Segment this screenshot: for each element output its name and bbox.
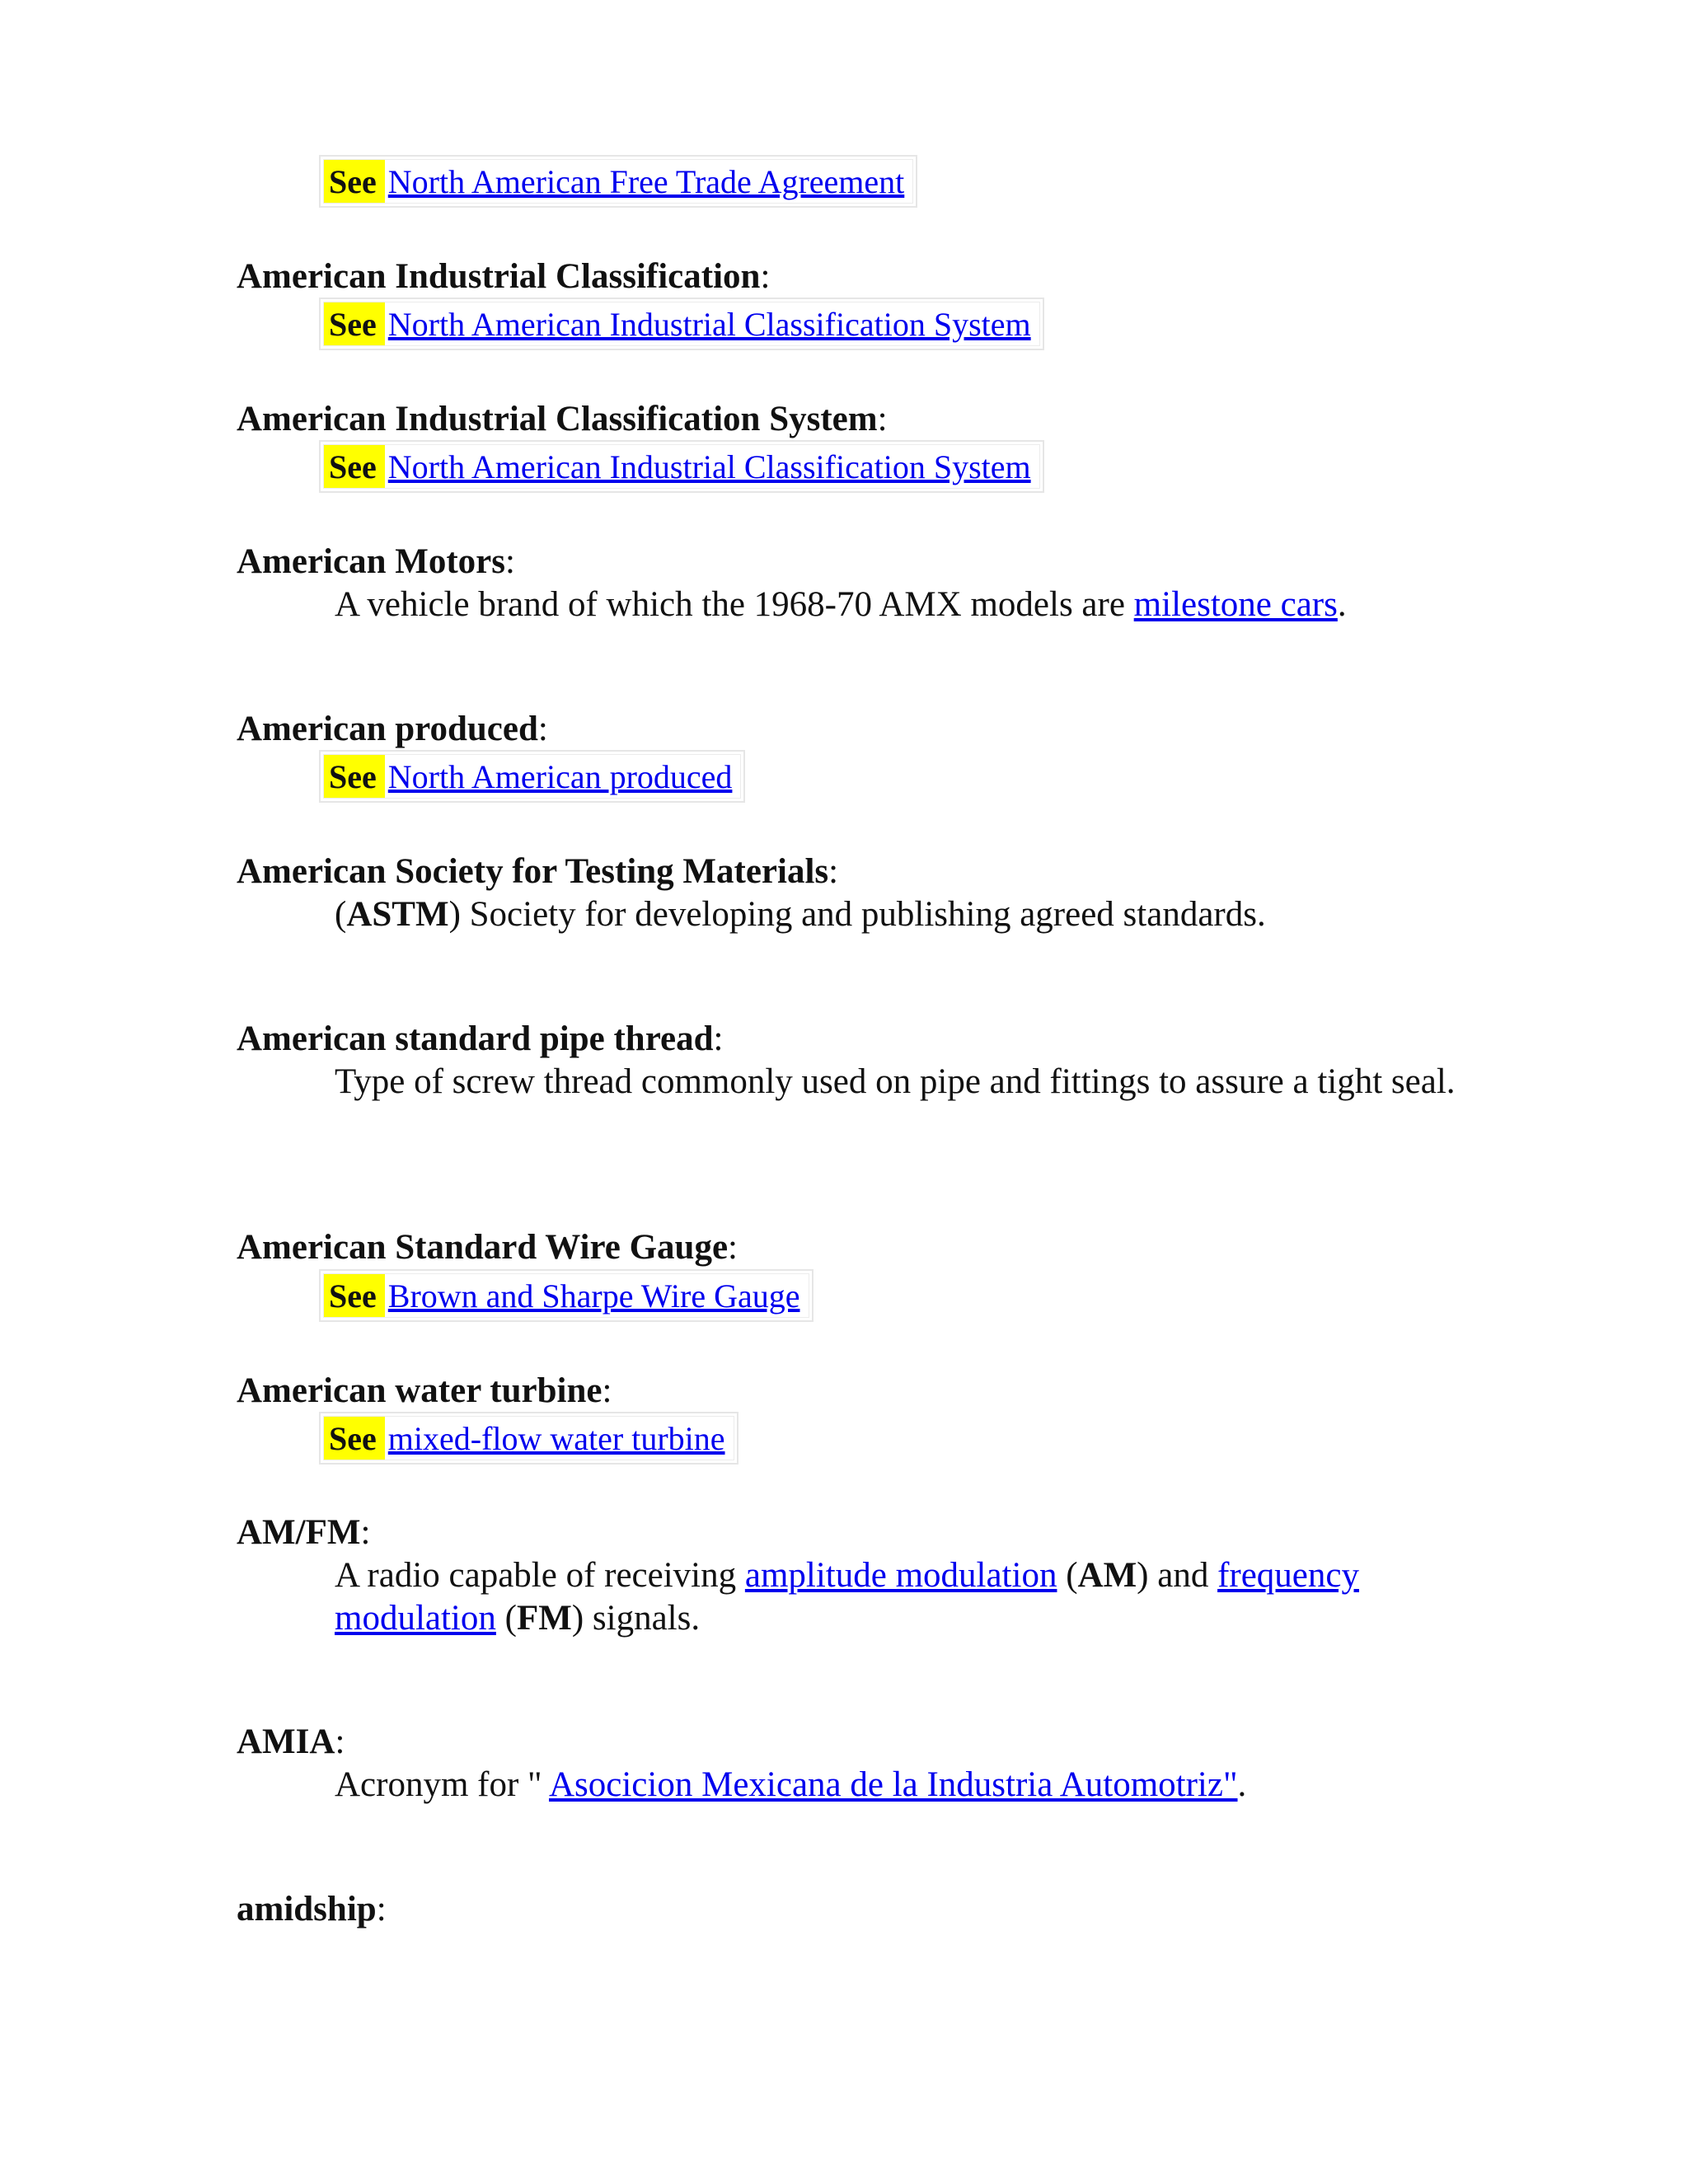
definition — [335, 1554, 1472, 1640]
definition-end: . — [1237, 1765, 1247, 1804]
definition — [335, 583, 1472, 626]
definition-text: A radio capable of receiving — [335, 1556, 745, 1595]
abbreviation: ASTM — [346, 895, 449, 934]
definition — [335, 893, 1472, 936]
term-text: American Standard Wire Gauge — [237, 1228, 729, 1267]
amplitude-modulation-link[interactable]: amplitude modulation — [744, 1556, 1057, 1595]
term-text: American produced — [237, 710, 538, 748]
see-label: See — [324, 1417, 385, 1460]
abbreviation: FM — [516, 1599, 572, 1638]
glossary-term: American standard pipe thread: — [237, 1019, 724, 1058]
glossary-term: American Motors: — [237, 542, 515, 581]
paren-open: ( — [495, 1599, 517, 1638]
glossary-term: AM/FM: — [237, 1513, 371, 1552]
paren-open: ( — [1057, 1556, 1078, 1595]
glossary-term: American produced: — [237, 710, 548, 748]
brown-sharpe-link[interactable]: Brown and Sharpe Wire Gauge — [387, 1277, 800, 1315]
see-label: See — [324, 302, 385, 345]
nafta-link[interactable]: North American Free Trade Agreement — [387, 162, 905, 200]
see-label: See — [324, 160, 385, 203]
amia-link[interactable]: Asocicion Mexicana de la Industria Automotriz" — [548, 1765, 1238, 1804]
glossary-term: amidship: — [237, 1890, 387, 1929]
definition-text: ) Society for developing and publishing agreed standards. — [448, 895, 1266, 934]
definition-text: ) and — [1137, 1556, 1218, 1595]
glossary-term: American Society for Testing Materials: — [237, 852, 839, 891]
see-label: See — [324, 755, 385, 798]
definition — [335, 1764, 1472, 1807]
see-label: See — [324, 445, 385, 488]
definition-text: Acronym for " — [335, 1765, 549, 1804]
see-label: See — [324, 1274, 385, 1317]
paren-open: ( — [335, 895, 347, 934]
term-text: American water turbine — [237, 1371, 603, 1410]
see-reference-box — [319, 155, 917, 208]
naics-link[interactable]: North American Industrial Classification System — [387, 448, 1031, 485]
definition-text: A vehicle brand of which the 1968-70 AMX models are — [335, 585, 1134, 624]
see-reference-box — [319, 1412, 738, 1465]
see-reference-box — [319, 440, 1044, 493]
see-reference-box — [319, 1269, 814, 1322]
term-text: American Industrial Classification — [237, 257, 761, 296]
glossary-term: American Industrial Classification: — [237, 257, 771, 296]
milestone-cars-link[interactable]: milestone cars — [1133, 585, 1338, 624]
glossary-term: American Standard Wire Gauge: — [237, 1228, 738, 1267]
term-text: American Society for Testing Materials — [237, 852, 829, 891]
frequency-modulation-link[interactable]: frequency modulation — [335, 1556, 1359, 1638]
definition-end: . — [1337, 585, 1347, 624]
mixed-flow-turbine-link[interactable]: mixed-flow water turbine — [387, 1419, 725, 1457]
term-text: American Motors — [237, 542, 505, 581]
abbreviation: AM — [1077, 1556, 1137, 1595]
naics-link[interactable]: North American Industrial Classification System — [387, 305, 1031, 343]
north-american-produced-link[interactable]: North American produced — [387, 757, 733, 795]
term-text: amidship — [237, 1890, 377, 1929]
see-reference-box — [319, 750, 745, 803]
definition — [335, 1061, 1472, 1104]
see-reference-box — [319, 298, 1044, 350]
definition-text: ) signals. — [571, 1599, 701, 1638]
term-text: AM/FM — [237, 1513, 361, 1552]
term-text: American standard pipe thread — [237, 1019, 714, 1058]
glossary-term: AMIA: — [237, 1722, 345, 1761]
term-text: AMIA — [237, 1722, 335, 1761]
definition-text: Type of screw thread commonly used on pipe and fittings to assure a tight seal. — [335, 1062, 1456, 1101]
term-text: American Industrial Classification System — [237, 400, 878, 438]
glossary-term: American water turbine: — [237, 1371, 612, 1410]
glossary-term: American Industrial Classification System: — [237, 400, 888, 438]
